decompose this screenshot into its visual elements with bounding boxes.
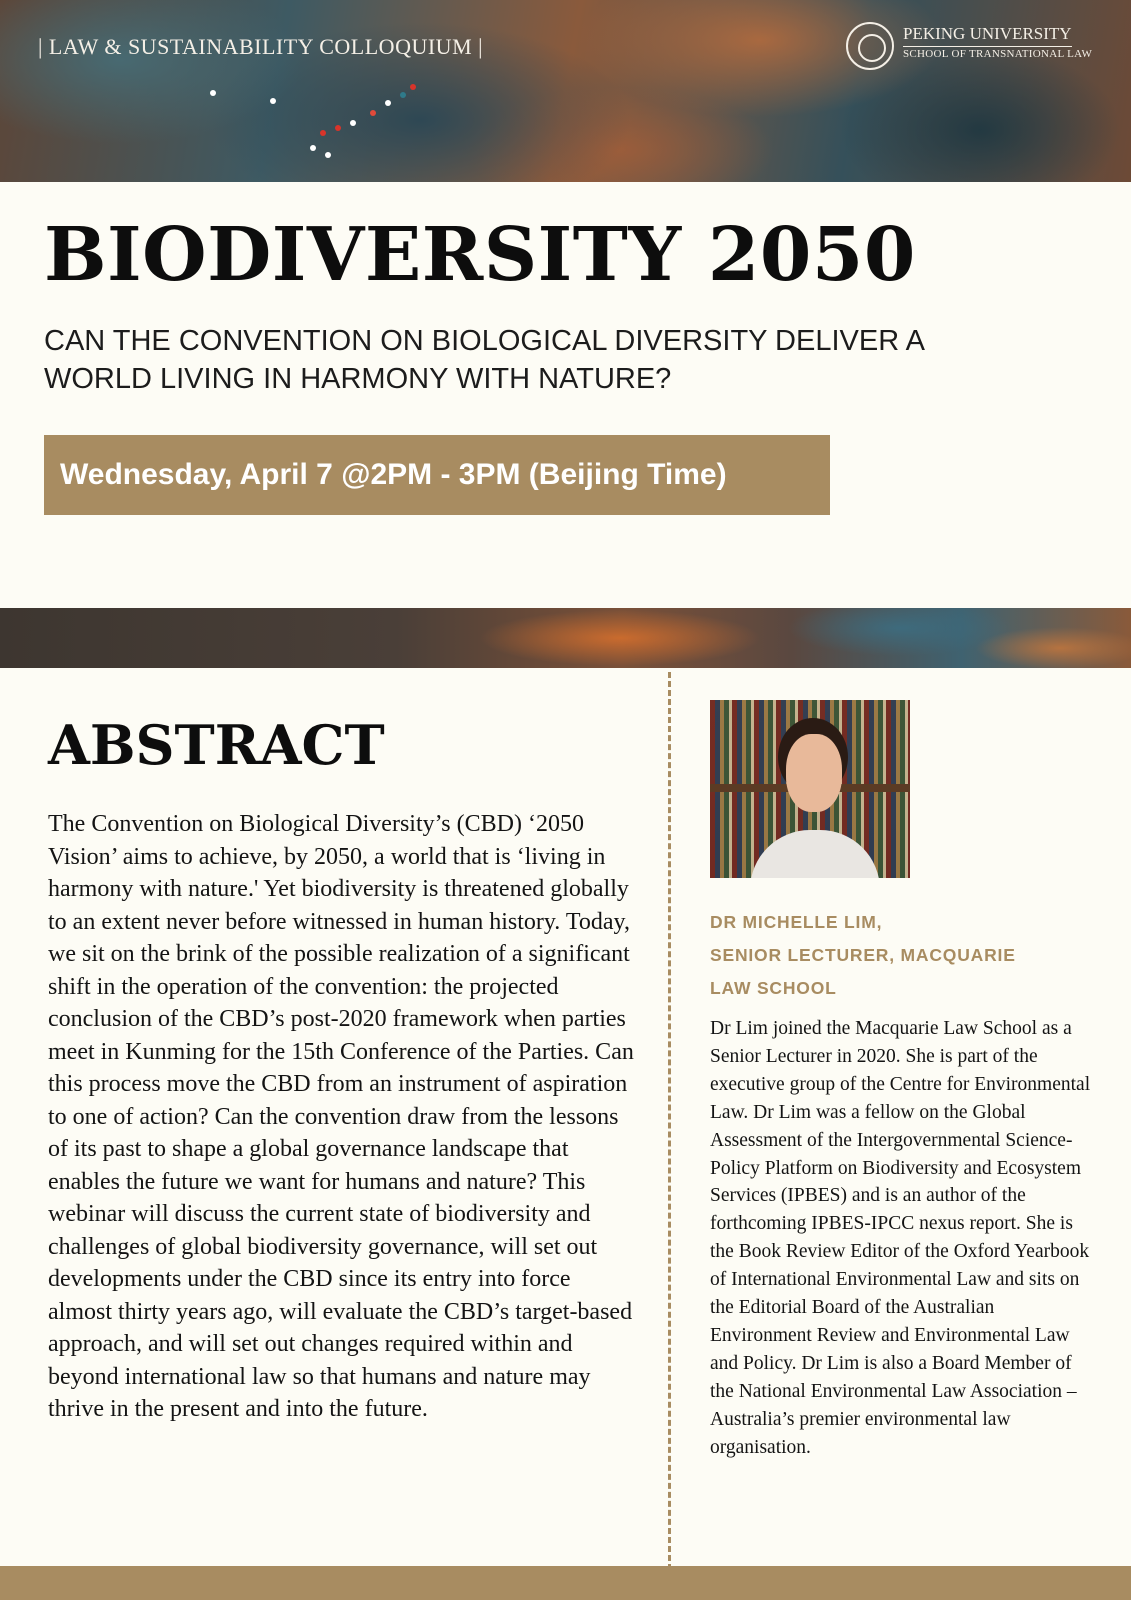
event-subtitle: CAN THE CONVENTION ON BIOLOGICAL DIVERSITY DELIVER A WORLD LIVING IN HARMONY WITH NATURE?: [44, 325, 924, 395]
peking-university-seal-icon: [846, 22, 894, 70]
divider-aerial-image: [0, 608, 1131, 668]
speaker-name: DR MICHELLE LIM,: [710, 912, 883, 932]
aerial-people-group: [210, 70, 430, 170]
speaker-title: SENIOR LECTURER, MACQUARIE: [710, 945, 1016, 965]
speaker-bio: Dr Lim joined the Macquarie Law School as a Senior Lecturer in 2020. She is part of the executive group of the Centre for Environmental Law. Dr Lim was a fellow on the Global Assessment of the Intergovernmental Science-Policy Platform on Biodiversity and Ecosystem Services (IPBES) and is an author of the forthcoming IPBES-IPCC nexus report. She is the Book Review Editor of the Oxford Yearbook of International Environmental Law and sits on the Editorial Board of the Australian Environment Review and Environmental Law and Policy. Dr Lim is also a Board Member of the National Environmental Law Association – Australia’s premier environmental law organisation.: [710, 1018, 1091, 1458]
date-banner: [44, 435, 830, 515]
abstract-body: The Convention on Biological Diversity’s (CBD) ‘2050 Vision’ aims to achieve, by 2050, a world that is ‘living in harmony with nature.' Yet biodiversity is threatened globally to an extent never before witnessed in human history. Today, we sit on the brink of the possible realization of a significant shift in the operation of the convention: the projected conclusion of the CBD’s post-2020 framework when parties meet in Kunming for the 15th Conference of the Parties. Can this process move the CBD from an instrument of aspiration to one of action? Can the convention draw from the lessons of its past to shape a global governance landscape that enables the future we want for humans and nature? This webinar will discuss the current state of biodiversity and challenges of global biodiversity governance, will set out developments under the CBD since its entry into force almost thirty years ago, will evaluate the CBD’s target-based approach, and will set out changes required within and beyond international law so that humans and nature may thrive in the present and into the future.: [48, 811, 634, 1422]
speaker-photo: [710, 700, 910, 878]
school-name: SCHOOL OF TRANSNATIONAL LAW: [903, 48, 1093, 60]
speaker-face: [786, 734, 842, 812]
event-date-time: Wednesday, April 7 @2PM - 3PM (Beijing Time): [60, 458, 727, 491]
header-aerial-image: [0, 0, 1131, 182]
abstract-heading: ABSTRACT: [48, 713, 385, 777]
footer-band: [0, 1566, 1131, 1600]
column-divider: [668, 672, 671, 1588]
series-label: | LAW & SUSTAINABILITY COLLOQUIUM |: [38, 34, 484, 59]
university-name: PEKING UNIVERSITY: [903, 24, 1072, 47]
speaker-name-block: [710, 906, 1090, 1005]
speaker-affiliation: LAW SCHOOL: [710, 978, 837, 998]
event-title: BIODIVERSITY 2050: [44, 212, 916, 298]
